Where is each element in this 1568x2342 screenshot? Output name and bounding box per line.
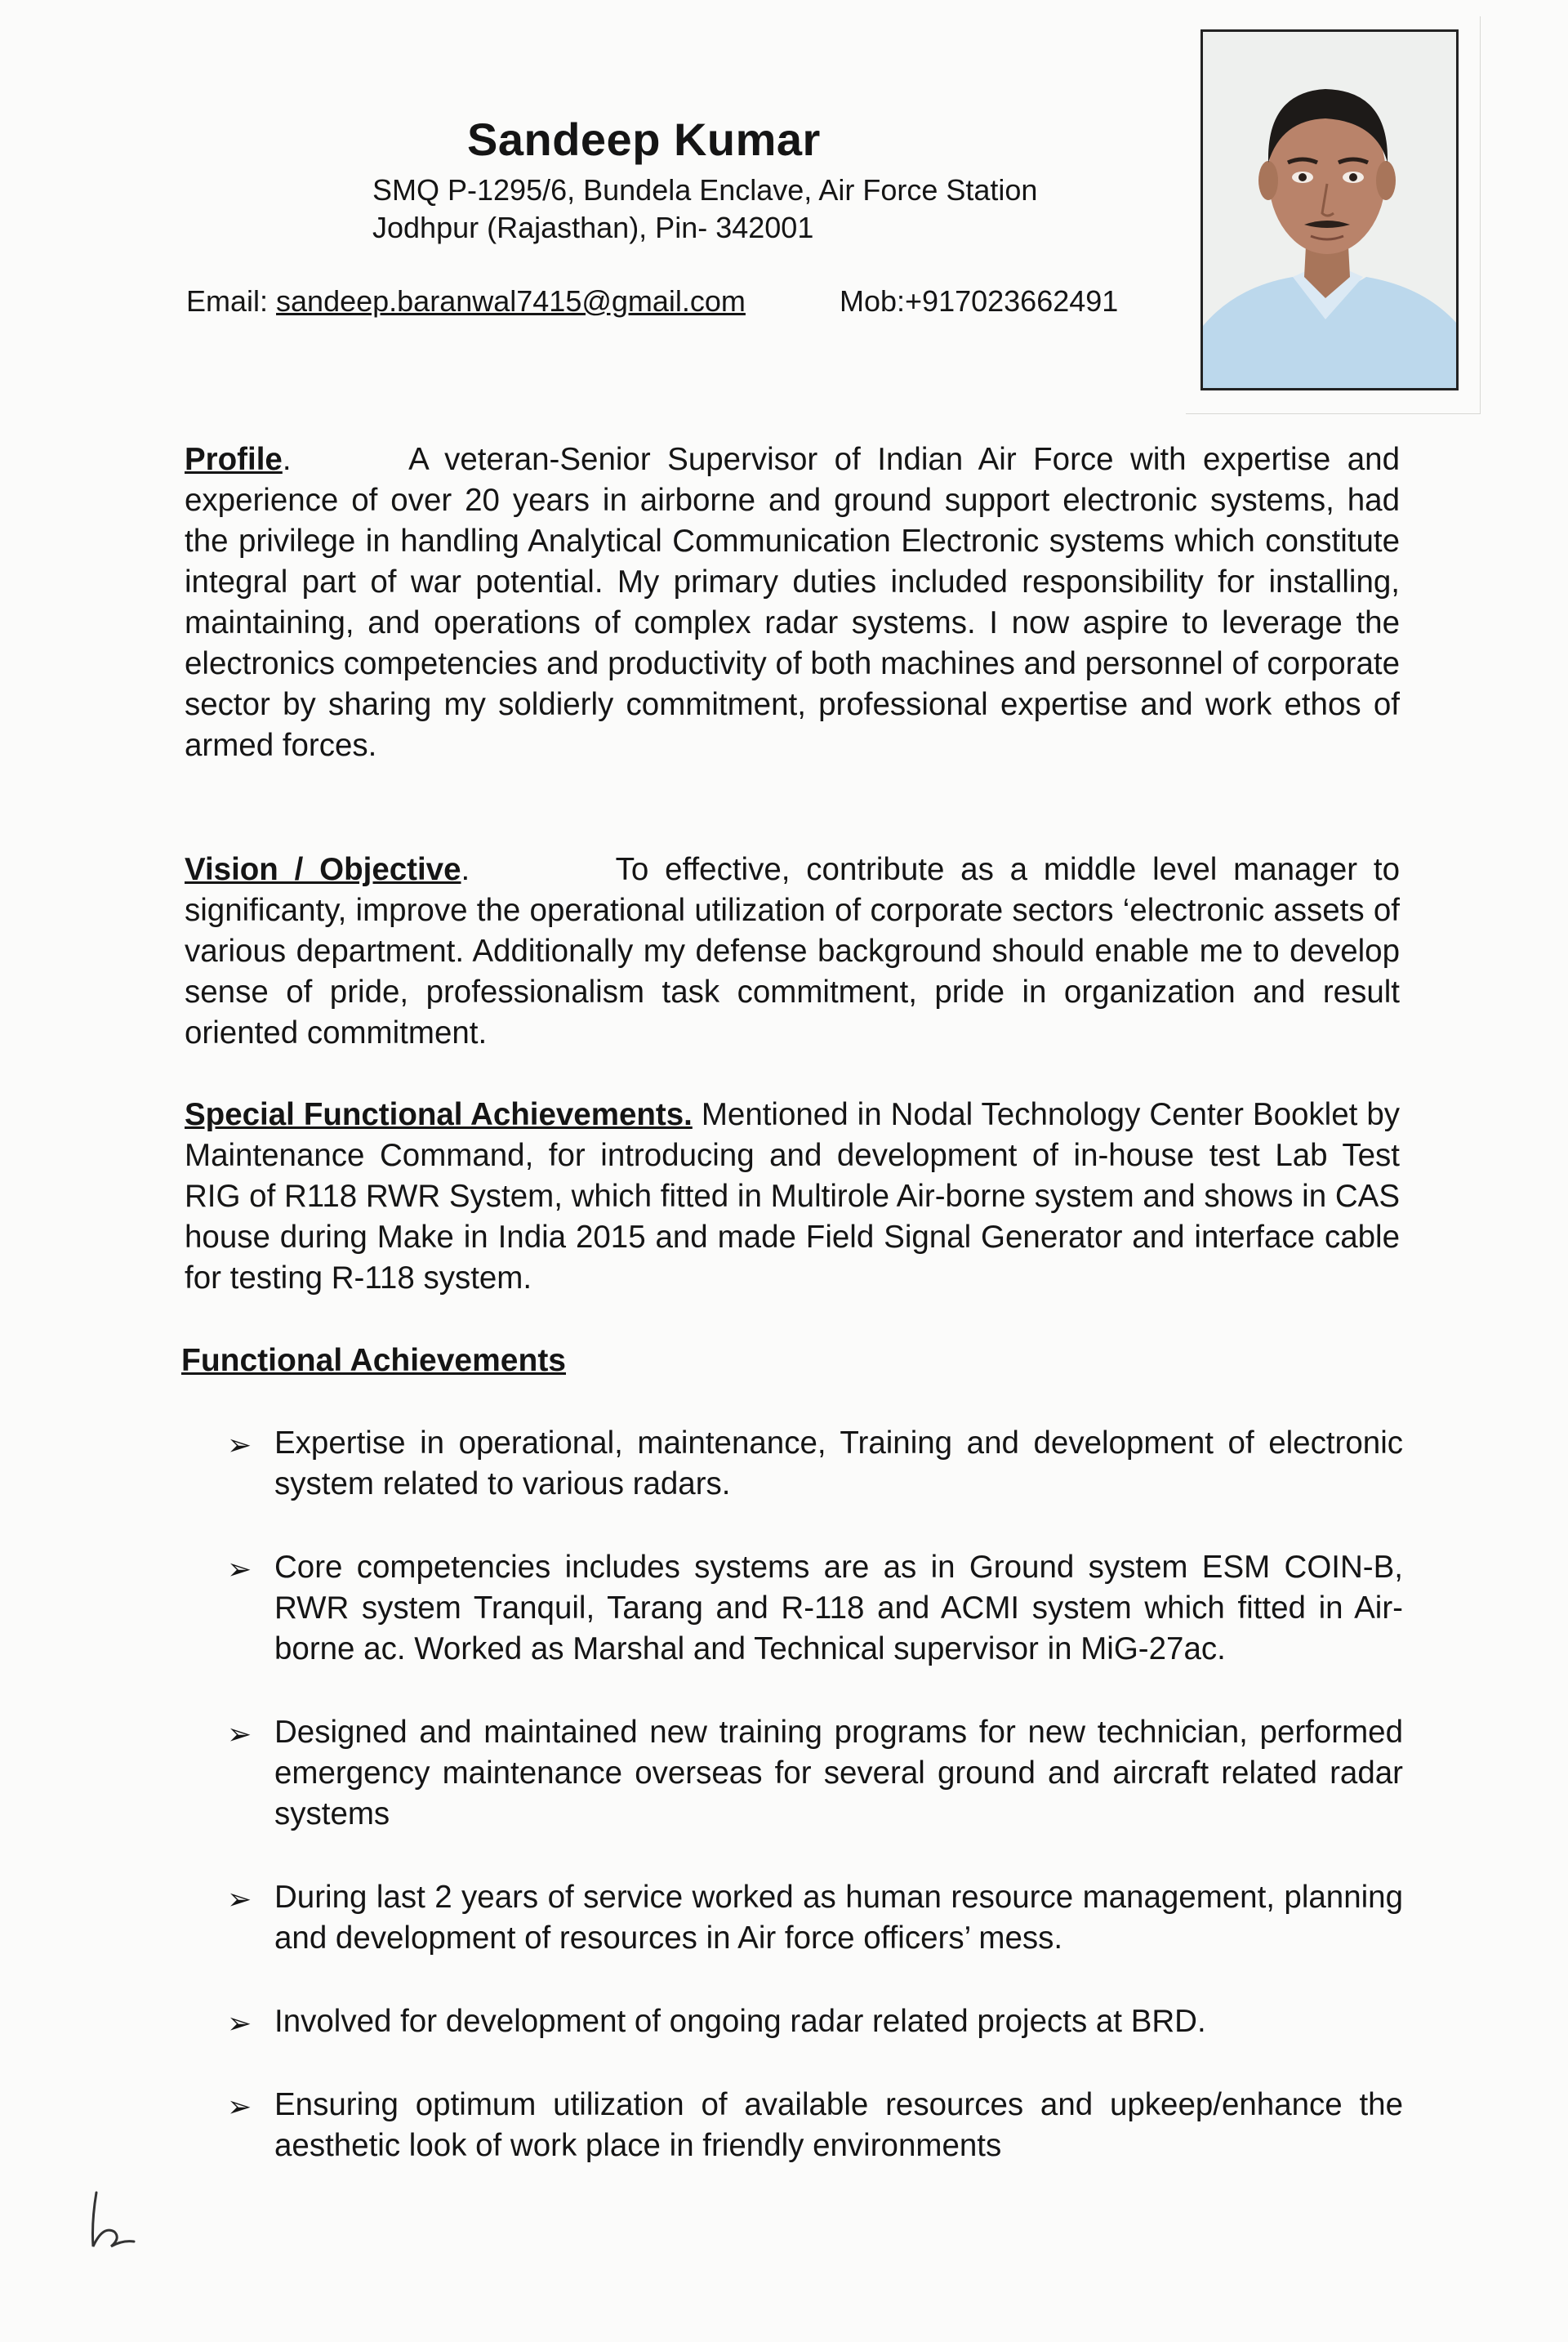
email-line	[186, 284, 746, 319]
arrow-bullet-icon: ➢	[227, 2090, 252, 2123]
list-item-text: Ensuring optimum utilization of available resources and upkeep/enhance the aesthetic look of work place in friendly environments	[274, 2087, 1403, 2163]
arrow-bullet-icon: ➢	[227, 2006, 252, 2040]
email-label: Email:	[186, 284, 277, 318]
list-item	[227, 2085, 1403, 2166]
special-heading: Special Functional Achievements.	[185, 1097, 693, 1132]
list-item	[227, 1712, 1403, 1835]
list-item-text: Expertise in operational, maintenance, Training and development of electronic system related to various radars.	[274, 1425, 1403, 1501]
handwritten-mark-icon	[85, 2189, 142, 2255]
special-achievements-section	[185, 1095, 1400, 1299]
functional-achievements-list	[227, 1423, 1403, 2209]
address-line-1: SMQ P-1295/6, Bundela Enclave, Air Force Station	[372, 173, 1038, 207]
list-item	[227, 1877, 1403, 1959]
mobile-number: Mob:+917023662491	[840, 284, 1119, 318]
functional-achievements-heading: Functional Achievements	[181, 1343, 566, 1378]
list-item-text: Involved for development of ongoing radar related projects at BRD.	[274, 2004, 1206, 2039]
list-item	[227, 2001, 1403, 2042]
profile-text: A veteran-Senior Supervisor of Indian Air Force with expertise and experience of over 20 years in airborne and ground support electronic systems, had the privilege in handling Analytical Communication Electronic systems which constitute integral part of war potential. My primary duties included responsibility for installing, maintaining, and operations of complex radar systems. I now aspire to leverage the electronics competencies and productivity of both machines and personnel of corporate sector by sharing my soldierly commitment, professional expertise and work ethos of armed forces.	[185, 442, 1400, 763]
portrait-illustration	[1203, 32, 1456, 388]
arrow-bullet-icon: ➢	[227, 1882, 252, 1916]
vision-text: To effective, contribute as a middle level manager to significanty, improve the operational utilization of corporate sectors ‘electronic assets of various department. Additionally my defense background should enable me to develop sense of pride, professionalism task commitment, pride in organization and result oriented commitment.	[185, 852, 1401, 1051]
special-text: Mentioned in Nodal Technology Center Booklet by Maintenance Command, for introducing and development of in-house test Lab Test RIG of R118 RWR System, which fitted in Multirole Air-borne system and shows in CAS house during Make in India 2015 and made Field Signal Generator and interface cable for testing R-118 system.	[185, 1097, 1401, 1296]
vision-heading-period: .	[461, 852, 616, 887]
arrow-bullet-icon: ➢	[227, 1552, 252, 1586]
list-item	[227, 1547, 1403, 1670]
list-item-text: During last 2 years of service worked as human resource management, planning and development of resources in Air force officers’ mess.	[274, 1880, 1403, 1956]
vision-section	[185, 850, 1400, 1054]
profile-heading-period: .	[282, 442, 409, 477]
profile-photo	[1200, 29, 1459, 390]
candidate-name: Sandeep Kumar	[467, 114, 821, 165]
arrow-bullet-icon: ➢	[227, 1717, 252, 1751]
email-link[interactable]: sandeep.baranwal7415@gmail.com	[276, 284, 746, 318]
address-line-2: Jodhpur (Rajasthan), Pin- 342001	[372, 211, 814, 244]
arrow-bullet-icon: ➢	[227, 1428, 252, 1461]
list-item	[227, 1423, 1403, 1505]
profile-heading: Profile	[185, 442, 283, 477]
profile-section	[185, 439, 1400, 766]
list-item-text: Core competencies includes systems are as in Ground system ESM COIN-B, RWR system Tranquil, Tarang and R-118 and ACMI system which fitted in Air-borne ac. Worked as Marshal and Technical supervisor in MiG-27ac.	[274, 1550, 1403, 1666]
list-item-text: Designed and maintained new training programs for new technician, performed emergency maintenance overseas for several ground and aircraft related radar systems	[274, 1715, 1403, 1831]
vision-heading: Vision / Objective	[185, 852, 461, 887]
